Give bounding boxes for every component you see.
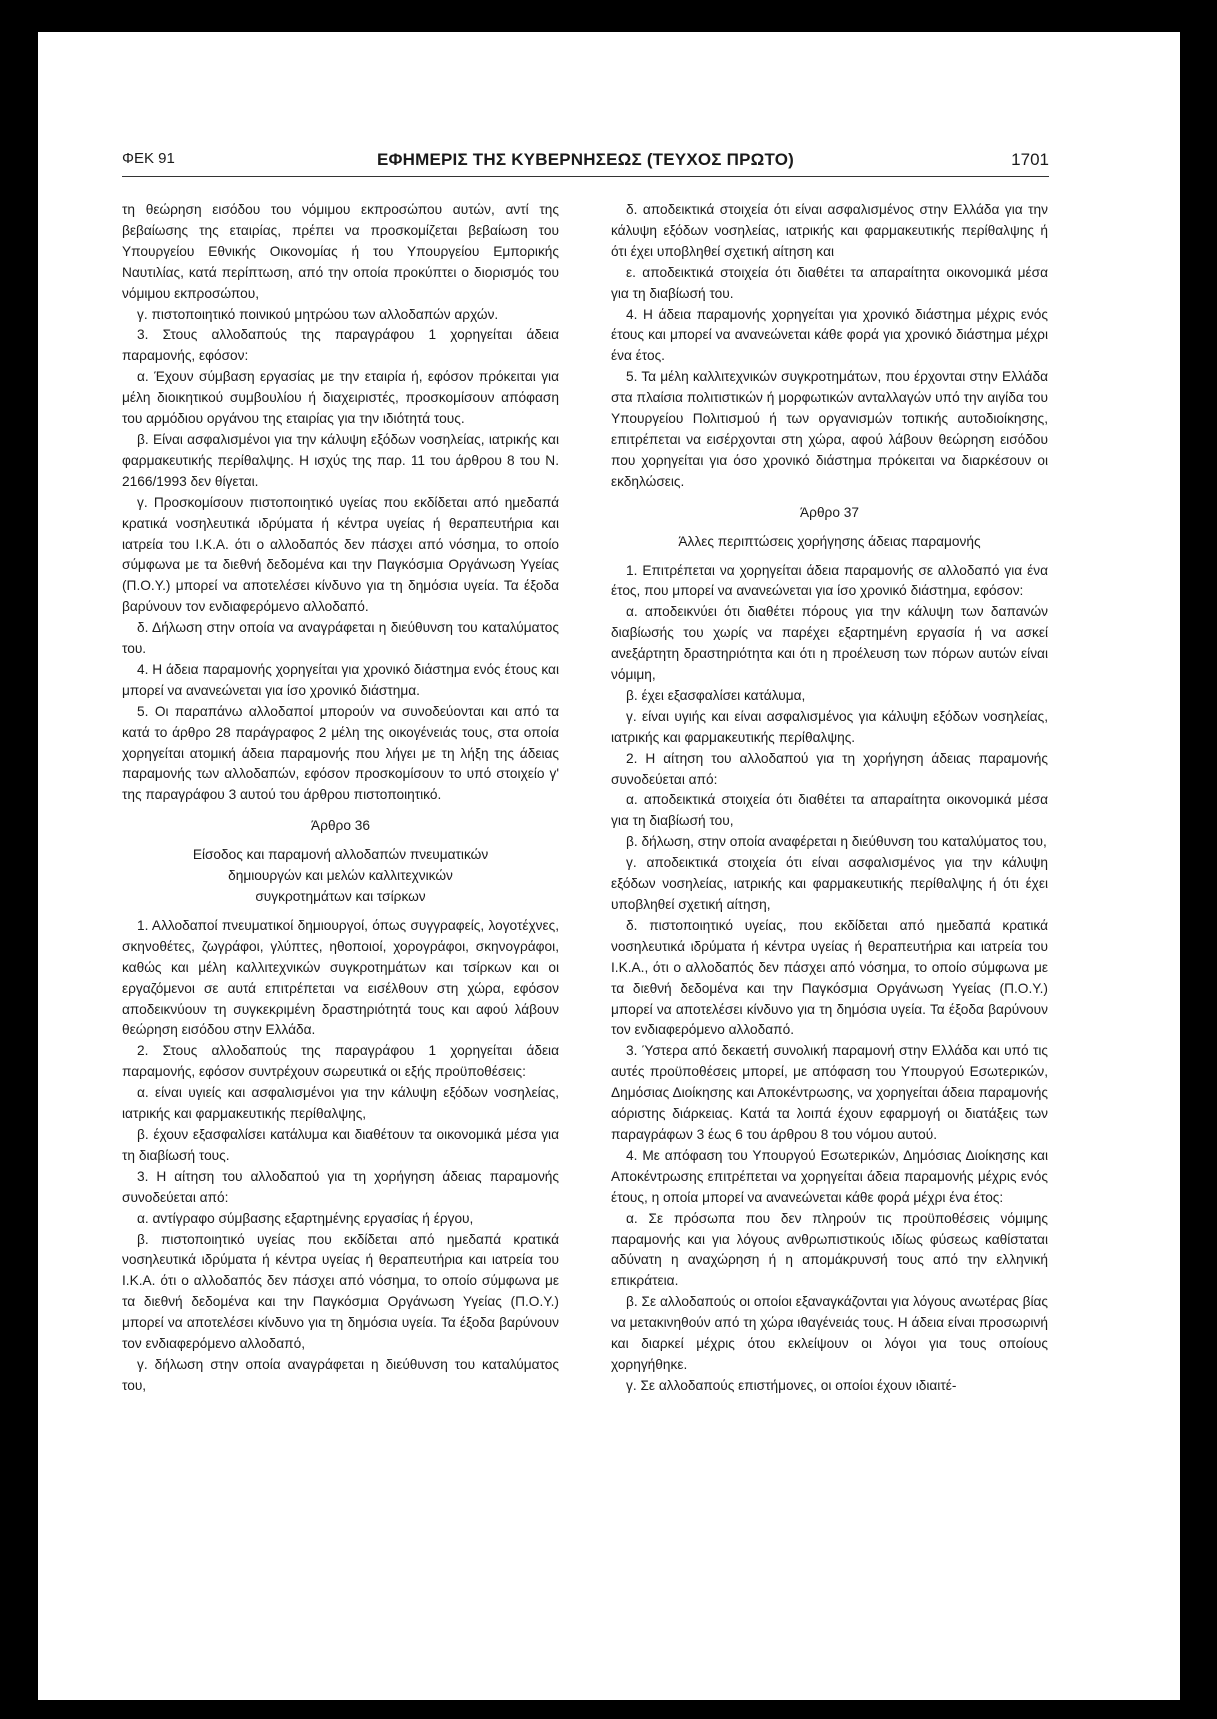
paragraph: γ. Σε αλλοδαπούς επιστήμονες, οι οποίοι έχουν ιδιαιτέ-: [626, 1377, 957, 1393]
paragraph: γ. Προσκομίσουν πιστοποιητικό υγείας που εκδίδεται από ημεδαπά κρατικά νοσηλευτικά ιδρύματα ή κέντρα υγείας ή θεραπευτήρια και ιατρεία του Ι.Κ.Α. ότι ο αλλοδαπός δεν πάσχει από νόσημα, το οποίο σύμφωνα με τα διεθνή δεδομένα και την Παγκόσμια Οργάνωση Υγείας (Π.Ο.Υ.) μπορεί να αποτελέσει κίνδυνο για τη δημόσια υγεία. Τα έξοδα βαρύνουν τον ενδιαφερόμενο αλλοδαπό.: [122, 494, 559, 615]
paragraph: δ. Δήλωση στην οποία να αναγράφεται η διεύθυνση του καταλύματος του.: [122, 620, 559, 657]
header-rule: [122, 176, 1049, 177]
page-number: 1701: [1011, 150, 1049, 169]
gazette-issue-number: ΦΕΚ 91: [122, 150, 175, 167]
paragraph: α. αντίγραφο σύμβασης εξαρτημένης εργασίας ή έργου,: [137, 1210, 474, 1226]
paragraph: α. Έχουν σύμβαση εργασίας με την εταιρία ή, εφόσον πρόκειται για μέλη διοικητικού συμβουλίου ή διαχειριστές, προσκομίσουν απόφαση του αρμόδιου οργάνου της εταιρίας για την ιδιότητά τους.: [122, 369, 559, 427]
paragraph: β. πιστοποιητικό υγείας που εκδίδεται από ημεδαπά κρατικά νοσηλευτικά ιδρύματα ή κέντρα υγείας ή θεραπευτήρια και ιατρεία του Ι.Κ.Α. ότι ο αλλοδαπός δεν πάσχει από νόσημα, το οποίο σύμφωνα με τα διεθνή δεδομένα και την Παγκόσμια Οργάνωση Υγείας (Π.Ο.Υ.) μπορεί να αποτελέσει κίνδυνο για τη δημόσια υγεία. Τα έξοδα βαρύνουν τον ενδιαφερόμενο αλλοδαπό,: [122, 1231, 559, 1352]
article-36-heading: Άρθρο 36: [311, 818, 370, 834]
paragraph: 4. Η άδεια παραμονής χορηγείται για χρονικό διάστημα μέχρις ενός έτους και μπορεί να ανανεώνεται κάθε φορά για χρονικό διάστημα μέχρι ένα έτος.: [611, 306, 1048, 364]
paragraph: ε. αποδεικτικά στοιχεία ότι διαθέτει τα απαραίτητα οικονομικά μέσα για τη διαβίωσή του.: [611, 264, 1048, 301]
right-column: [611, 200, 1048, 1620]
paragraph: δ. πιστοποιητικό υγείας, που εκδίδεται από ημεδαπά κρατικά νοσηλευτικά ιδρύματα ή κέντρα υγείας ή θεραπευτήρια και ιατρεία του Ι.Κ.Α., ότι ο αλλοδαπός δεν πάσχει από νόσημα, το οποίο σύμφωνα με τα διεθνή δεδομένα και την Παγκόσμια Οργάνωση Υγείας (Π.Ο.Υ.) μπορεί να αποτελέσει κίνδυνο για τη δημόσια υγεία. Τα έξοδα βαρύνουν τον ενδιαφερόμενο αλλοδαπό.: [611, 917, 1048, 1038]
paragraph: 3. Στους αλλοδαπούς της παραγράφου 1 χορηγείται άδεια παραμονής, εφόσον:: [122, 327, 559, 364]
paragraph: 1. Αλλοδαποί πνευματικοί δημιουργοί, όπως συγγραφείς, λογοτέχνες, σκηνοθέτες, ζωγράφοι, γλύπτες, ηθοποιοί, χορογράφοι, σκηνογράφοι, καθώς και μέλη καλλιτεχνικών συγκροτημάτων και τσίρκων και οι εργαζόμενοι σε αυτά επιτρέπεται να εισέλθουν στη χώρα, εφόσον αποδεικνύουν τη συγκεκριμένη δραστηριότητά τους και αφού λάβουν θεώρηση εισόδου στην Ελλάδα.: [122, 917, 559, 1038]
paragraph: β. έχει εξασφαλίσει κατάλυμα,: [626, 687, 806, 703]
paragraph: 4. Με απόφαση του Υπουργού Εσωτερικών, Δημόσιας Διοίκησης και Αποκέντρωσης επιτρέπεται να χορηγείται άδεια παραμονής μέχρις ενός έτους, η οποία μπορεί να ανανεώνεται κάθε φορά μέχρι ένα έτος:: [611, 1147, 1048, 1205]
paragraph: α. αποδεικτικά στοιχεία ότι διαθέτει τα απαραίτητα οικονομικά μέσα για τη διαβίωσή του,: [611, 792, 1048, 829]
paragraph: 3. Η αίτηση του αλλοδαπού για τη χορήγηση άδειας παραμονής συνοδεύεται από:: [122, 1168, 559, 1205]
spacer: [122, 908, 559, 916]
paragraph: 3. Ύστερα από δεκαετή συνολική παραμονή στην Ελλάδα και υπό τις αυτές προϋποθέσεις μπορεί, με απόφαση του Υπουργού Εσωτερικών, Δημόσιας Διοίκησης και Αποκέντρωσης, να χορηγείται άδεια παραμονής αόριστης διάρκειας. Κατά τα λοιπά έχουν εφαρμογή οι διατάξεις των παραγράφων 3 έως 6 του άρθρου 8 του νόμου αυτού.: [611, 1043, 1048, 1142]
paragraph: α. αποδεικνύει ότι διαθέτει πόρους για την κάλυψη των δαπανών διαβίωσής του χωρίς να παρέχει εξαρτημένη εργασία ή να ασκεί ανεξάρτητη δραστηριότητα και ότι η προέλευση των πόρων αυτών είναι νόμιμη,: [611, 604, 1048, 683]
paragraph: 1. Επιτρέπεται να χορηγείται άδεια παραμονής σε αλλοδαπό για ένα έτος, που μπορεί να ανανεώνεται για ίσο χρονικό διάστημα, εφόσον:: [611, 562, 1048, 599]
paragraph: 4. Η άδεια παραμονής χορηγείται για χρονικό διάστημα ενός έτους και μπορεί να ανανεώνεται για ίσο χρονικό διάστημα.: [122, 661, 559, 698]
paragraph: 5. Τα μέλη καλλιτεχνικών συγκροτημάτων, που έρχονται στην Ελλάδα στα πλαίσια πολιτιστικών ή μορφωτικών ανταλλαγών υπό την αιγίδα του Υπουργείου Πολιτισμού ή των οργανισμών τοπικής αυτοδιοίκησης, επιτρέπεται να εισέρχονται στη χώρα, αφού λάβουν θεώρηση εισόδου που χορηγείται για όσο χρονικό διάστημα πρόκειται να διαρκέσουν οι εκδηλώσεις.: [611, 369, 1048, 489]
gazette-title: ΕΦΗΜΕΡΙΣ ΤΗΣ ΚΥΒΕΡΝΗΣΕΩΣ (ΤΕΥΧΟΣ ΠΡΩΤΟ): [376, 150, 795, 169]
paragraph: α. Σε πρόσωπα που δεν πληρούν τις προϋποθέσεις νόμιμης παραμονής και για λόγους ανθρωπιστικούς ιδίως φύσεως καθίσταται αδύνατη η αναχώρηση ή η απομάκρυνσή τους από την ελληνική επικράτεια.: [611, 1210, 1048, 1289]
paragraph: β. Είναι ασφαλισμένοι για την κάλυψη εξόδων νοσηλείας, ιατρικής και φαρμακευτικής περίθαλψης. Η ισχύς της παρ. 11 του άρθρου 8 του Ν. 2166/1993 δεν θίγεται.: [122, 431, 559, 489]
paragraph: 2. Στους αλλοδαπούς της παραγράφου 1 χορηγείται άδεια παραμονής, εφόσον συντρέχουν σωρευτικά οι εξής προϋποθέσεις:: [122, 1043, 559, 1080]
paragraph: 2. Η αίτηση του αλλοδαπού για τη χορήγηση άδειας παραμονής συνοδεύεται από:: [611, 750, 1048, 787]
article-37-heading: Άρθρο 37: [800, 504, 859, 520]
paragraph: β. δήλωση, στην οποία αναφέρεται η διεύθυνση του καταλύματος του,: [626, 834, 1047, 850]
paragraph: γ. πιστοποιητικό ποινικού μητρώου των αλλοδαπών αρχών.: [137, 306, 499, 322]
paragraph: β. Σε αλλοδαπούς οι οποίοι εξαναγκάζονται για λόγους ανωτέρας βίας να μετακινηθούν από τη χώρα ιθαγένειάς τους. Η άδεια είναι προσωρινή και διαρκεί μέχρις ότου εκλείψουν οι λόγοι για τους οποίους χορηγήθηκε.: [611, 1294, 1048, 1372]
article-36-title-line: Είσοδος και παραμονή αλλοδαπών πνευματικών: [192, 847, 489, 863]
paragraph: α. είναι υγιείς και ασφαλισμένοι για την κάλυψη εξόδων νοσηλείας, ιατρικής και φαρμακευτικής περίθαλψης,: [122, 1085, 559, 1122]
paragraph: γ. δήλωση στην οποία αναγράφεται η διεύθυνση του καταλύματος του,: [122, 1356, 559, 1393]
article-36-title-line: δημιουργών και μελών καλλιτεχνικών: [228, 868, 453, 884]
paragraph: γ. αποδεικτικά στοιχεία ότι είναι ασφαλισμένος για την κάλυψη εξόδων νοσηλείας, ιατρικής και φαρμακευτικής περίθαλψης ή ότι έχει υποβληθεί σχετική αίτηση,: [611, 855, 1048, 912]
paragraph: 5. Οι παραπάνω αλλοδαποί μπορούν να συνοδεύονται και από τα κατά το άρθρο 28 παράγραφος 2 μέλη της οικογένειάς τους, στα οποία χορηγείται ατομική άδεια παραμονής που λήγει με τη λήξη της άδειας παραμονής των αλλοδαπών, εφόσον προσκομίσουν το υπό στοιχείο γ' της παραγράφου 3 αυτού του άρθρου πιστοποιητικό.: [122, 703, 559, 803]
spacer: [611, 553, 1048, 561]
article-37-title: Άλλες περιπτώσεις χορήγησης άδειας παραμονής: [678, 533, 981, 549]
paragraph: γ. είναι υγιής και είναι ασφαλισμένος για κάλυψη εξόδων νοσηλείας, ιατρικής και φαρμακευτικής περίθαλψης.: [611, 708, 1048, 745]
paragraph: β. έχουν εξασφαλίσει κατάλυμα και διαθέτουν τα οικονομικά μέσα για τη διαβίωσή τους.: [122, 1126, 559, 1163]
paragraph: δ. αποδεικτικά στοιχεία ότι είναι ασφαλισμένος στην Ελλάδα για την κάλυψη εξόδων νοσηλείας, ιατρικής και φαρμακευτικής περίθαλψης ή ότι έχει υποβληθεί σχετική αίτηση και: [611, 202, 1048, 259]
paragraph: τη θεώρηση εισόδου του νόμιμου εκπροσώπου αυτών, αντί της βεβαίωσης της εταιρίας, πρέπει να προσκομίζεται βεβαίωση του Υπουργείου Εθνικής Οικονομίας ή του Υπουργείου Εμπορικής Ναυτιλίας, κατά περίπτωση, από την οποία προκύπτει ο διορισμός του νόμιμου εκπροσώπου,: [122, 202, 559, 301]
left-column: [122, 200, 559, 1620]
article-36-title-line: συγκροτημάτων και τσίρκων: [255, 889, 426, 904]
